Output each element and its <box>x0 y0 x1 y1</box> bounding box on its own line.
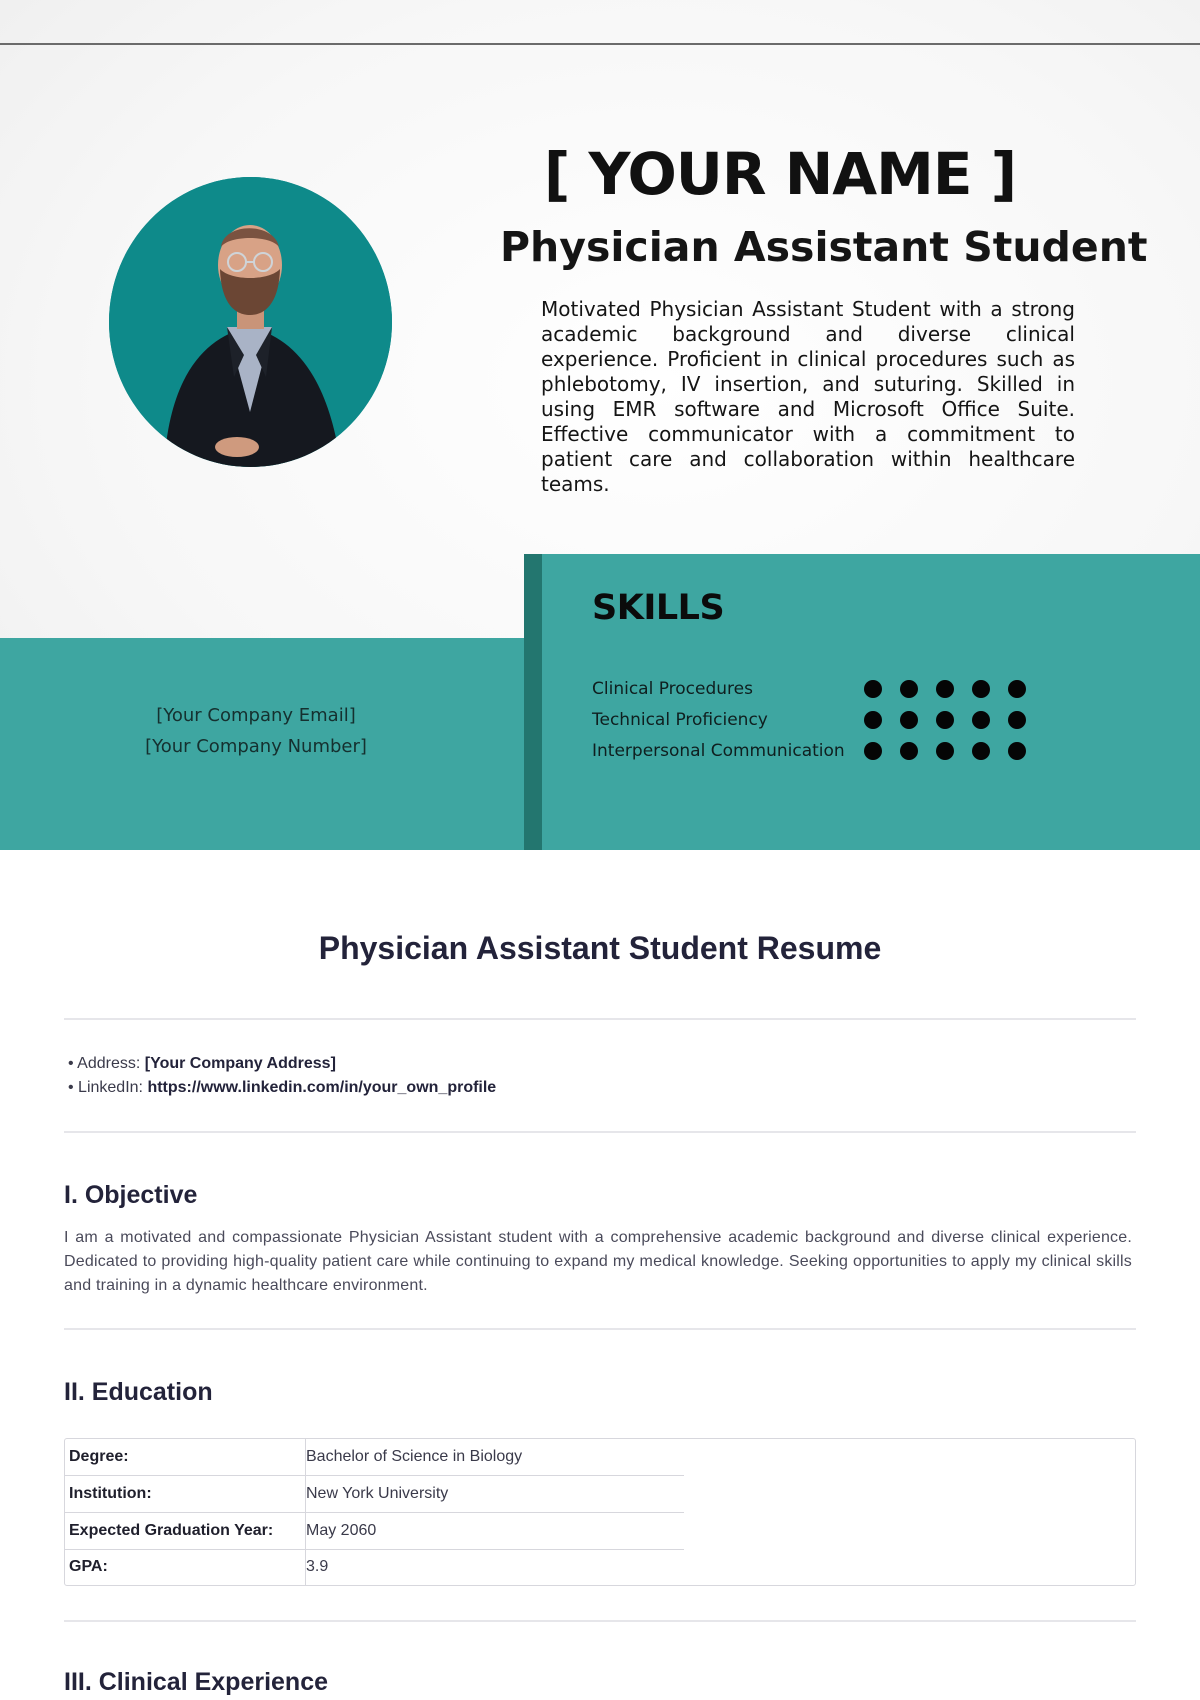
skill-dot-icon <box>864 711 882 729</box>
top-divider <box>0 43 1200 45</box>
skill-dot-icon <box>1008 742 1026 760</box>
skill-label: Clinical Procedures <box>592 679 753 699</box>
clinical-heading: III. Clinical Experience <box>64 1668 329 1696</box>
education-key: Degree: <box>69 1448 129 1465</box>
education-key: Institution: <box>69 1485 152 1502</box>
address-item: • Address: [Your Company Address] <box>68 1055 336 1072</box>
skills-heading: SKILLS <box>592 588 725 628</box>
skill-row <box>592 707 1044 733</box>
skill-label: Interpersonal Communication <box>592 741 845 761</box>
skill-dot-icon <box>900 680 918 698</box>
objective-text: I am a motivated and compassionate Physician Assistant student with a comprehensive academic background and diverse clinical experience. Dedicated to providing high-quality patient care while continuing to expand my medical knowledge. Seeking opportunities to apply my clinical skills and training in a dynamic healthcare environment. <box>64 1229 1132 1294</box>
skill-dot-icon <box>936 711 954 729</box>
education-value: May 2060 <box>306 1522 377 1539</box>
contact-block <box>0 700 512 762</box>
table-row <box>65 1549 684 1585</box>
skill-dot-icon <box>936 742 954 760</box>
table-row <box>65 1439 684 1476</box>
education-table <box>64 1438 1136 1586</box>
skill-rating <box>864 711 1044 729</box>
linkedin-link[interactable]: https://www.linkedin.com/in/your_own_profile <box>147 1079 497 1096</box>
skill-dot-icon <box>972 742 990 760</box>
skill-dot-icon <box>900 742 918 760</box>
skill-dot-icon <box>864 680 882 698</box>
resume-title: Physician Assistant Student Resume <box>318 930 882 966</box>
skill-rating <box>864 680 1044 698</box>
skill-dot-icon <box>1008 711 1026 729</box>
table-row <box>65 1476 684 1513</box>
skill-dot-icon <box>864 742 882 760</box>
linkedin-item: • LinkedIn: https://www.linkedin.com/in/your_own_profile <box>68 1079 497 1096</box>
divider <box>64 1620 1136 1622</box>
skills-panel-edge <box>524 554 542 850</box>
candidate-title: Physician Assistant Student <box>500 223 1148 271</box>
objective-heading: I. Objective <box>64 1181 198 1209</box>
education-value: Bachelor of Science in Biology <box>306 1448 523 1465</box>
skill-rating <box>864 742 1044 760</box>
company-email[interactable]: [Your Company Email] <box>156 705 356 726</box>
skill-dot-icon <box>900 711 918 729</box>
education-value: 3.9 <box>306 1558 329 1575</box>
skill-label: Technical Proficiency <box>592 710 768 730</box>
skill-dot-icon <box>936 680 954 698</box>
divider <box>64 1018 1136 1020</box>
address-label: Address: <box>77 1055 141 1072</box>
divider <box>64 1328 1136 1330</box>
candidate-name: [ YOUR NAME ] <box>543 140 1017 208</box>
table-row <box>65 1513 684 1550</box>
education-value: New York University <box>306 1485 449 1502</box>
contact-list <box>68 1052 496 1100</box>
address-value: [Your Company Address] <box>144 1055 336 1072</box>
education-key: Expected Graduation Year: <box>69 1522 274 1539</box>
profile-summary: Motivated Physician Assistant Student with a strong academic background and diverse clinical experience. Proficient in clinical procedures such as phlebotomy, IV insertion, and suturing. Skilled in using EMR software and Microsoft Office Suite. Effective communicator with a commitment to patient care and collaboration within healthcare teams. <box>541 297 1075 496</box>
skill-dot-icon <box>1008 680 1026 698</box>
profile-photo <box>109 177 392 467</box>
skill-row <box>592 676 1044 702</box>
linkedin-label: LinkedIn: <box>78 1079 143 1096</box>
skill-dot-icon <box>972 711 990 729</box>
person-portrait-icon <box>109 177 392 467</box>
skill-row <box>592 738 1044 764</box>
education-heading: II. Education <box>64 1378 213 1406</box>
company-number[interactable]: [Your Company Number] <box>145 736 367 757</box>
skill-dot-icon <box>972 680 990 698</box>
education-key: GPA: <box>69 1558 108 1575</box>
divider <box>64 1131 1136 1133</box>
